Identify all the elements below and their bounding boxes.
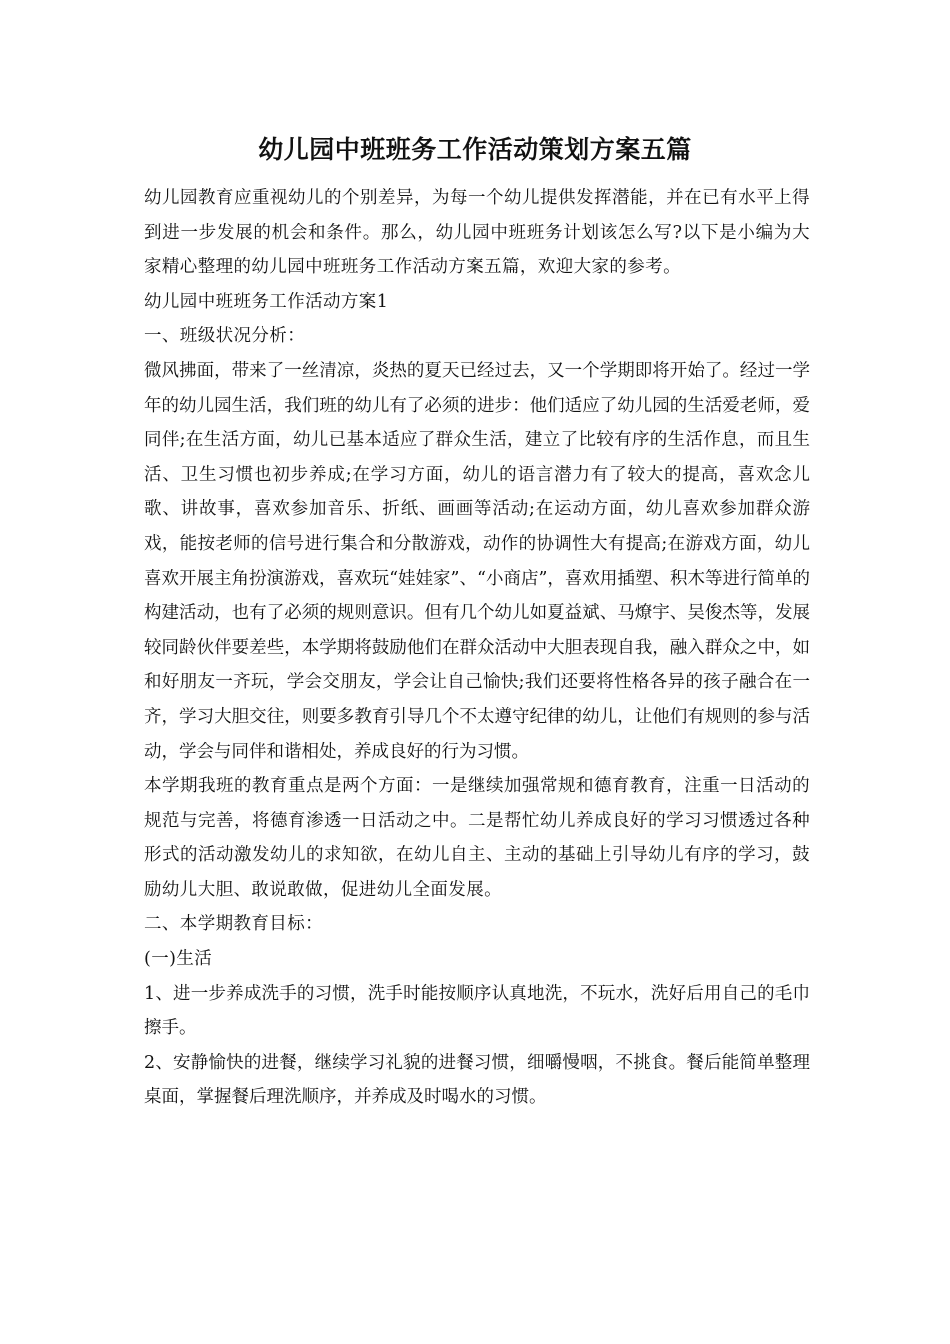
goal-item-2: 2、安静愉快的进餐，继续学习礼貌的进餐习惯，细嚼慢咽，不挑食。餐后能简单整理桌面，掌握餐后理洗顺序，并养成及时喝水的习惯。 [144,1052,810,1108]
document-title: 幼儿园中班班务工作活动策划方案五篇 [258,135,692,164]
goal-item-1: 1、进一步养成洗手的习惯，洗手时能按顺序认真地洗，不玩水，洗好后用自己的毛巾擦手。 [144,983,810,1039]
section-heading-plan-1: 幼儿园中班班务工作活动方案1 [144,291,389,312]
education-focus-paragraph: 本学期我班的教育重点是两个方面：一是继续加强常规和德育教育，注重一日活动的规范与完善，将德育渗透一日活动之中。二是帮忙幼儿养成良好的学习习惯透过各种形式的活动激发幼儿的求知欲，在幼儿自主、主动的基础上引导幼儿有序的学习，鼓励幼儿大胆、敢说敢做，促进幼儿全面发展。 [144,776,810,900]
document-body [144,181,810,1115]
class-analysis-paragraph: 微风拂面，带来了一丝清凉，炎热的夏天已经过去，又一个学期即将开始了。经过一学年的幼儿园生活，我们班的幼儿有了必须的进步：他们适应了幼儿园的生活爱老师，爱同伴;在生活方面，幼儿已基本适应了群众生活，建立了比较有序的生活作息，而且生活、卫生习惯也初步养成;在学习方面，幼儿的语言潜力有了较大的提高，喜欢念儿歌、讲故事，喜欢参加音乐、折纸、画画等活动;在运动方面，幼儿喜欢参加群众游戏，能按老师的信号进行集合和分散游戏，动作的协调性大有提高;在游戏方面，幼儿喜欢开展主角扮演游戏，喜欢玩“娃娃家”、“小商店”，喜欢用插塑、积木等进行简单的构建活动，也有了必须的规则意识。但有几个幼儿如夏益斌、马燎宇、吴俊杰等，发展较同龄伙伴要差些，本学期将鼓励他们在群众活动中大胆表现自我，融入群众之中，如和好朋友一齐玩，学会交朋友，学会让自己愉快;我们还要将性格各异的孩子融合在一齐，学习大胆交往，则要多教育引导几个不太遵守纪律的幼儿，让他们有规则的参与活动，学会与同伴和谐相处，养成良好的行为习惯。 [144,360,810,762]
section-heading-education-goals: 二、本学期教育目标： [144,914,323,935]
section-heading-class-analysis: 一、班级状况分析： [144,326,306,347]
subsection-heading-life: (一)生活 [144,949,213,970]
intro-paragraph: 幼儿园教育应重视幼儿的个别差异，为每一个幼儿提供发挥潜能，并在已有水平上得到进一步发展的机会和条件。那么，幼儿园中班班务计划该怎么写?以下是小编为大家精心整理的幼儿园中班班务工作活动方案五篇，欢迎大家的参考。 [144,188,810,278]
